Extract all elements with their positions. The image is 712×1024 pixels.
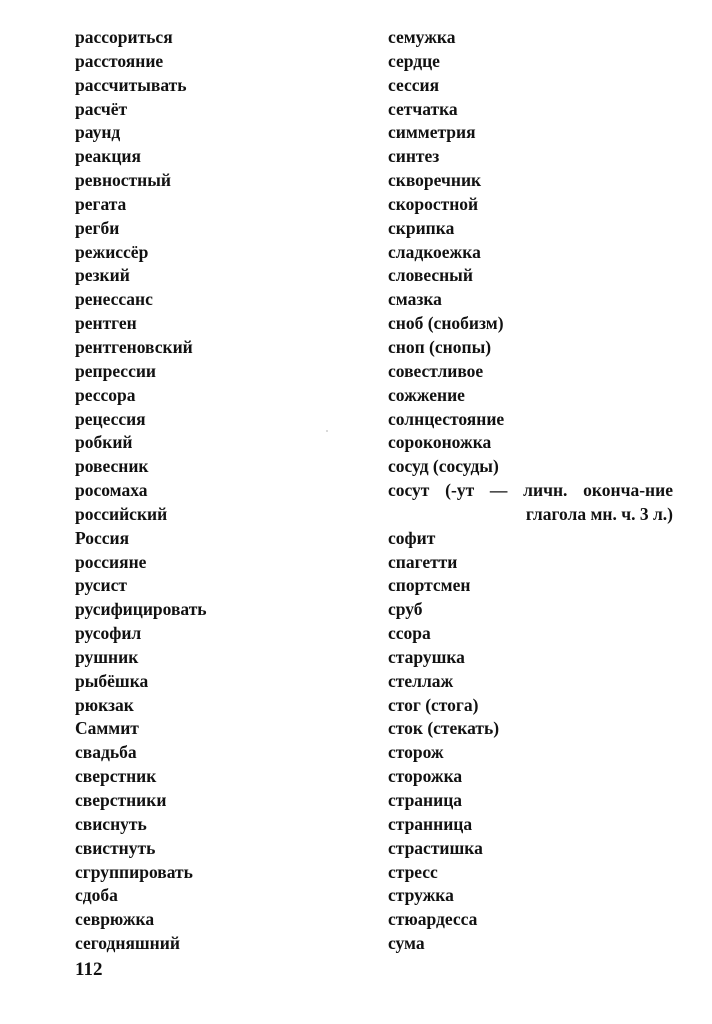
word-entry: сороконожка — [388, 432, 492, 453]
page-number: 112 — [75, 959, 103, 980]
word-entry: режиссёр — [75, 241, 149, 262]
word-entry: рессора — [75, 384, 136, 405]
word-entry: странница — [388, 813, 473, 834]
word-entry: спортсмен — [388, 575, 471, 596]
word-entry: свадьба — [75, 742, 137, 763]
print-speck — [326, 430, 328, 432]
word-entry: Саммит — [75, 718, 139, 739]
word-entry: сруб — [388, 599, 423, 620]
word-entry: свиснуть — [75, 813, 147, 834]
word-entry: смазка — [388, 289, 442, 310]
word-entry-wrapped: сосут (-ут — личн. оконча-ние глагола мн. ч. 3 л.) — [388, 480, 673, 524]
word-entry: русист — [75, 575, 127, 596]
left-word-column — [75, 26, 365, 956]
word-entry: сдоба — [75, 885, 118, 906]
right-word-column — [388, 26, 673, 956]
word-entry: рушник — [75, 646, 139, 667]
word-entry: рюкзак — [75, 694, 134, 715]
word-entry: рассчитывать — [75, 74, 187, 95]
word-entry: солнцестояние — [388, 408, 505, 429]
word-entry: совестливое — [388, 360, 484, 381]
word-entry: сердце — [388, 50, 440, 71]
word-entry: стресс — [388, 861, 438, 882]
word-entry: расчёт — [75, 98, 128, 119]
word-entry: рассориться — [75, 27, 173, 47]
word-entry: сверстник — [75, 766, 157, 787]
word-entry: Россия — [75, 527, 130, 548]
word-entry: стюардесса — [388, 909, 478, 930]
word-entry: рентгеновский — [75, 336, 193, 357]
word-entry: русофил — [75, 623, 142, 644]
word-entry: скворечник — [388, 170, 482, 191]
word-entry: ревностный — [75, 170, 171, 191]
word-entry: спагетти — [388, 551, 458, 572]
word-entry: сетчатка — [388, 98, 458, 119]
word-entry: ровесник — [75, 456, 149, 477]
word-entry: страница — [388, 790, 463, 810]
word-entry: раунд — [75, 122, 121, 143]
word-entry: сноп (снопы) — [388, 336, 492, 357]
word-entry: сгруппировать — [75, 861, 193, 882]
word-entry: стеллаж — [388, 670, 454, 691]
word-entry: российский — [75, 503, 168, 524]
word-entry: рентген — [75, 313, 137, 334]
word-entry: робкий — [75, 432, 133, 453]
word-entry: скрипка — [388, 217, 455, 238]
word-entry: сессия — [388, 74, 440, 95]
word-entry: россияне — [75, 551, 147, 572]
word-entry: росомаха — [75, 480, 148, 501]
word-entry: семужка — [388, 27, 456, 47]
word-entry: словесный — [388, 265, 473, 286]
word-entry: сторож — [388, 742, 444, 763]
word-entry: синтез — [388, 146, 440, 167]
word-entry: стружка — [388, 885, 454, 906]
word-entry: сноб (снобизм) — [388, 313, 504, 334]
word-entry: регата — [75, 193, 127, 214]
word-entry: софит — [388, 527, 436, 548]
word-entry: стог (стога) — [388, 694, 479, 715]
word-entry: сладкоежка — [388, 241, 481, 262]
word-entry: репрессии — [75, 360, 156, 381]
word-entry: ссора — [388, 623, 431, 644]
word-entry: сума — [388, 933, 425, 954]
word-entry: страстишка — [388, 837, 483, 858]
word-entry: сосуд (сосуды) — [388, 456, 499, 477]
word-entry: сверстники — [75, 790, 167, 810]
word-entry: сторожка — [388, 766, 463, 787]
word-entry: реакция — [75, 146, 141, 167]
word-entry: севрюжка — [75, 909, 155, 930]
word-entry: рецессия — [75, 408, 146, 429]
word-entry: сток (стекать) — [388, 718, 500, 739]
word-entry: симметрия — [388, 122, 476, 143]
word-entry: ренессанс — [75, 289, 153, 310]
word-entry: регби — [75, 217, 120, 238]
word-entry: резкий — [75, 265, 130, 286]
word-entry: старушка — [388, 646, 465, 667]
word-entry: скоростной — [388, 193, 479, 214]
word-entry: сожжение — [388, 384, 465, 405]
word-entry: расстояние — [75, 50, 164, 71]
word-entry: рыбёшка — [75, 670, 149, 691]
word-entry: свистнуть — [75, 837, 156, 858]
word-entry: русифицировать — [75, 599, 207, 620]
word-entry: сегодняшний — [75, 933, 180, 954]
